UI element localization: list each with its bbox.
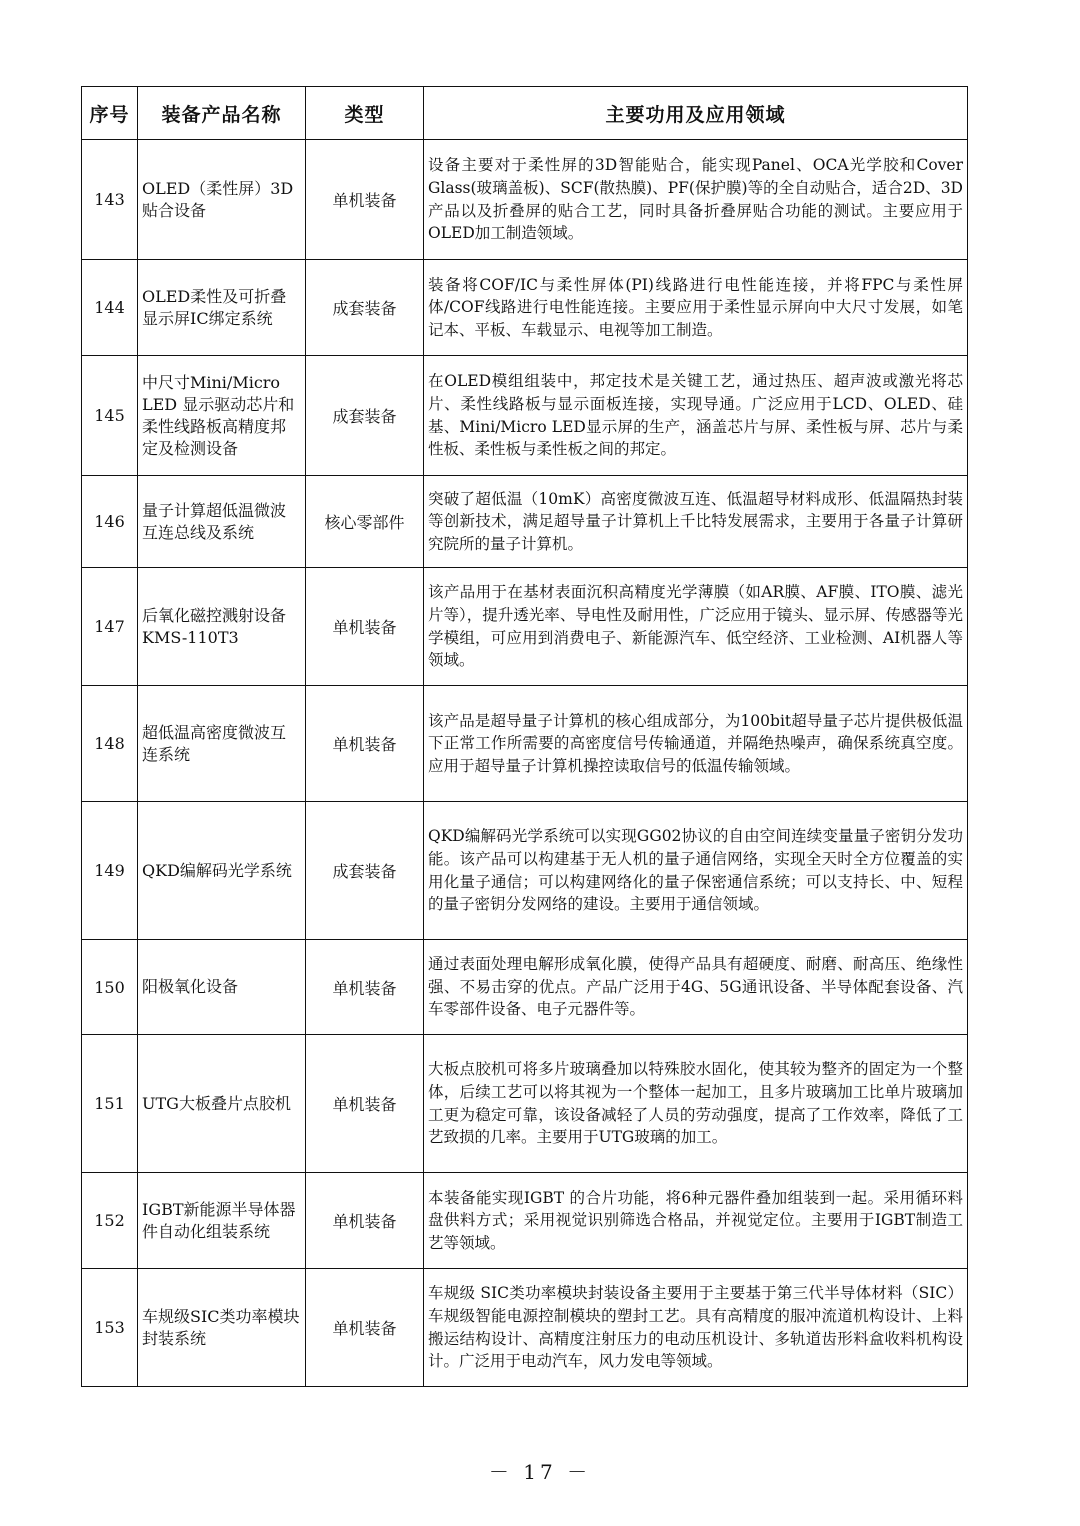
- row-number: 150: [82, 940, 138, 1035]
- product-type: 成套装备: [306, 802, 424, 940]
- table-row: [82, 940, 968, 1035]
- product-name: 后氧化磁控溅射设备KMS-110T3: [138, 568, 306, 686]
- product-description: 该产品是超导量子计算机的核心组成部分，为100bit超导量子芯片提供极低温下正常工作所需要的高密度信号传输通道，并隔绝热噪声，确保系统真空度。应用于超导量子计算机操控读取信号的低温传输领域。: [424, 686, 968, 802]
- product-description: 车规级 SIC类功率模块封装设备主要用于主要基于第三代半导体材料（SIC）车规级智能电源控制模块的塑封工艺。具有高精度的服冲流道机构设计、上料搬运结构设计、高精度注射压力的电动压机设计、多轨道齿形料盒收料机构设计。广泛用于电动汽车，风力发电等领域。: [424, 1269, 968, 1387]
- product-name: OLED柔性及可折叠显示屏IC绑定系统: [138, 260, 306, 356]
- product-name: QKD编解码光学系统: [138, 802, 306, 940]
- product-type: 成套装备: [306, 260, 424, 356]
- header-desc: 主要功用及应用领域: [424, 87, 968, 140]
- table-row: [82, 356, 968, 476]
- product-description: 设备主要对于柔性屏的3D智能贴合，能实现Panel、OCA光学胶和Cover Glass(玻璃盖板)、SCF(散热膜)、PF(保护膜)等的全自动贴合，适合2D、3D产品以及折叠屏的贴合工艺，同时具备折叠屏贴合功能的测试。主要应用于OLED加工制造领域。: [424, 140, 968, 260]
- product-type: 成套装备: [306, 356, 424, 476]
- product-description: 通过表面处理电解形成氧化膜，使得产品具有超硬度、耐磨、耐高压、绝缘性强、不易击穿的优点。产品广泛用于4G、5G通讯设备、半导体配套设备、汽车零部件设备、电子元器件等。: [424, 940, 968, 1035]
- row-number: 152: [82, 1173, 138, 1269]
- row-number: 145: [82, 356, 138, 476]
- row-number: 151: [82, 1035, 138, 1173]
- product-name: IGBT新能源半导体器件自动化组装系统: [138, 1173, 306, 1269]
- product-type: 单机装备: [306, 568, 424, 686]
- product-description: 该产品用于在基材表面沉积高精度光学薄膜（如AR膜、AF膜、ITO膜、滤光片等），提升透光率、导电性及耐用性，广泛应用于镜头、显示屏、传感器等光学模组，可应用到消费电子、新能源汽车、低空经济、工业检测、AI机器人等领域。: [424, 568, 968, 686]
- table-row: [82, 476, 968, 568]
- product-name: 车规级SIC类功率模块封装系统: [138, 1269, 306, 1387]
- header-name: 装备产品名称: [138, 87, 306, 140]
- table-row: [82, 802, 968, 940]
- product-name: 量子计算超低温微波互连总线及系统: [138, 476, 306, 568]
- page-number: － 17 －: [488, 1460, 592, 1484]
- product-description: 在OLED模组组装中，邦定技术是关键工艺，通过热压、超声波或激光将芯片、柔性线路板与显示面板连接，实现导通。广泛应用于LCD、OLED、硅基、Mini/Micro LED显示屏的生产，涵盖芯片与屏、柔性板与屏、芯片与柔性板、柔性板与柔性板之间的邦定。: [424, 356, 968, 476]
- product-type: 单机装备: [306, 140, 424, 260]
- product-type: 单机装备: [306, 1269, 424, 1387]
- table-row: [82, 1173, 968, 1269]
- product-type: 核心零部件: [306, 476, 424, 568]
- product-type: 单机装备: [306, 940, 424, 1035]
- product-description: 装备将COF/IC与柔性屏体(PI)线路进行电性能连接，并将FPC与柔性屏体/COF线路进行电性能连接。主要应用于柔性显示屏向中大尺寸发展，如笔记本、平板、车载显示、电视等加工制造。: [424, 260, 968, 356]
- product-name: UTG大板叠片点胶机: [138, 1035, 306, 1173]
- product-name: OLED（柔性屏）3D贴合设备: [138, 140, 306, 260]
- row-number: 149: [82, 802, 138, 940]
- row-number: 146: [82, 476, 138, 568]
- product-type: 单机装备: [306, 1035, 424, 1173]
- table-row: [82, 568, 968, 686]
- row-number: 153: [82, 1269, 138, 1387]
- product-name: 阳极氧化设备: [138, 940, 306, 1035]
- product-description: 本装备能实现IGBT 的合片功能，将6种元器件叠加组装到一起。采用循环料盘供料方式；采用视觉识别筛选合格品，并视觉定位。主要用于IGBT制造工艺等领域。: [424, 1173, 968, 1269]
- product-description: QKD编解码光学系统可以实现GG02协议的自由空间连续变量量子密钥分发功能。该产品可以构建基于无人机的量子通信网络，实现全天时全方位覆盖的实用化量子通信；可以构建网络化的量子保密通信系统；可以支持长、中、短程的量子密钥分发网络的建设。主要用于通信领域。: [424, 802, 968, 940]
- table-row: [82, 140, 968, 260]
- row-number: 143: [82, 140, 138, 260]
- table-row: [82, 686, 968, 802]
- table-row: [82, 260, 968, 356]
- product-description: 大板点胶机可将多片玻璃叠加以特殊胶水固化，使其较为整齐的固定为一个整体，后续工艺可以将其视为一个整体一起加工，且多片玻璃加工比单片玻璃加工更为稳定可靠，该设备减轻了人员的劳动强度，提高了工作效率，降低了工艺致损的几率。主要用于UTG玻璃的加工。: [424, 1035, 968, 1173]
- row-number: 148: [82, 686, 138, 802]
- row-number: 147: [82, 568, 138, 686]
- table-row: [82, 1035, 968, 1173]
- equipment-table: [81, 86, 968, 1387]
- product-type: 单机装备: [306, 686, 424, 802]
- table-header-row: [82, 87, 968, 140]
- product-description: 突破了超低温（10mK）高密度微波互连、低温超导材料成形、低温隔热封装等创新技术，满足超导量子计算机上千比特发展需求，主要用于各量子计算研究院所的量子计算机。: [424, 476, 968, 568]
- table-row: [82, 1269, 968, 1387]
- product-name: 超低温高密度微波互连系统: [138, 686, 306, 802]
- header-type: 类型: [306, 87, 424, 140]
- row-number: 144: [82, 260, 138, 356]
- header-no: 序号: [82, 87, 138, 140]
- product-type: 单机装备: [306, 1173, 424, 1269]
- product-name: 中尺寸Mini/Micro LED 显示驱动芯片和柔性线路板高精度邦定及检测设备: [138, 356, 306, 476]
